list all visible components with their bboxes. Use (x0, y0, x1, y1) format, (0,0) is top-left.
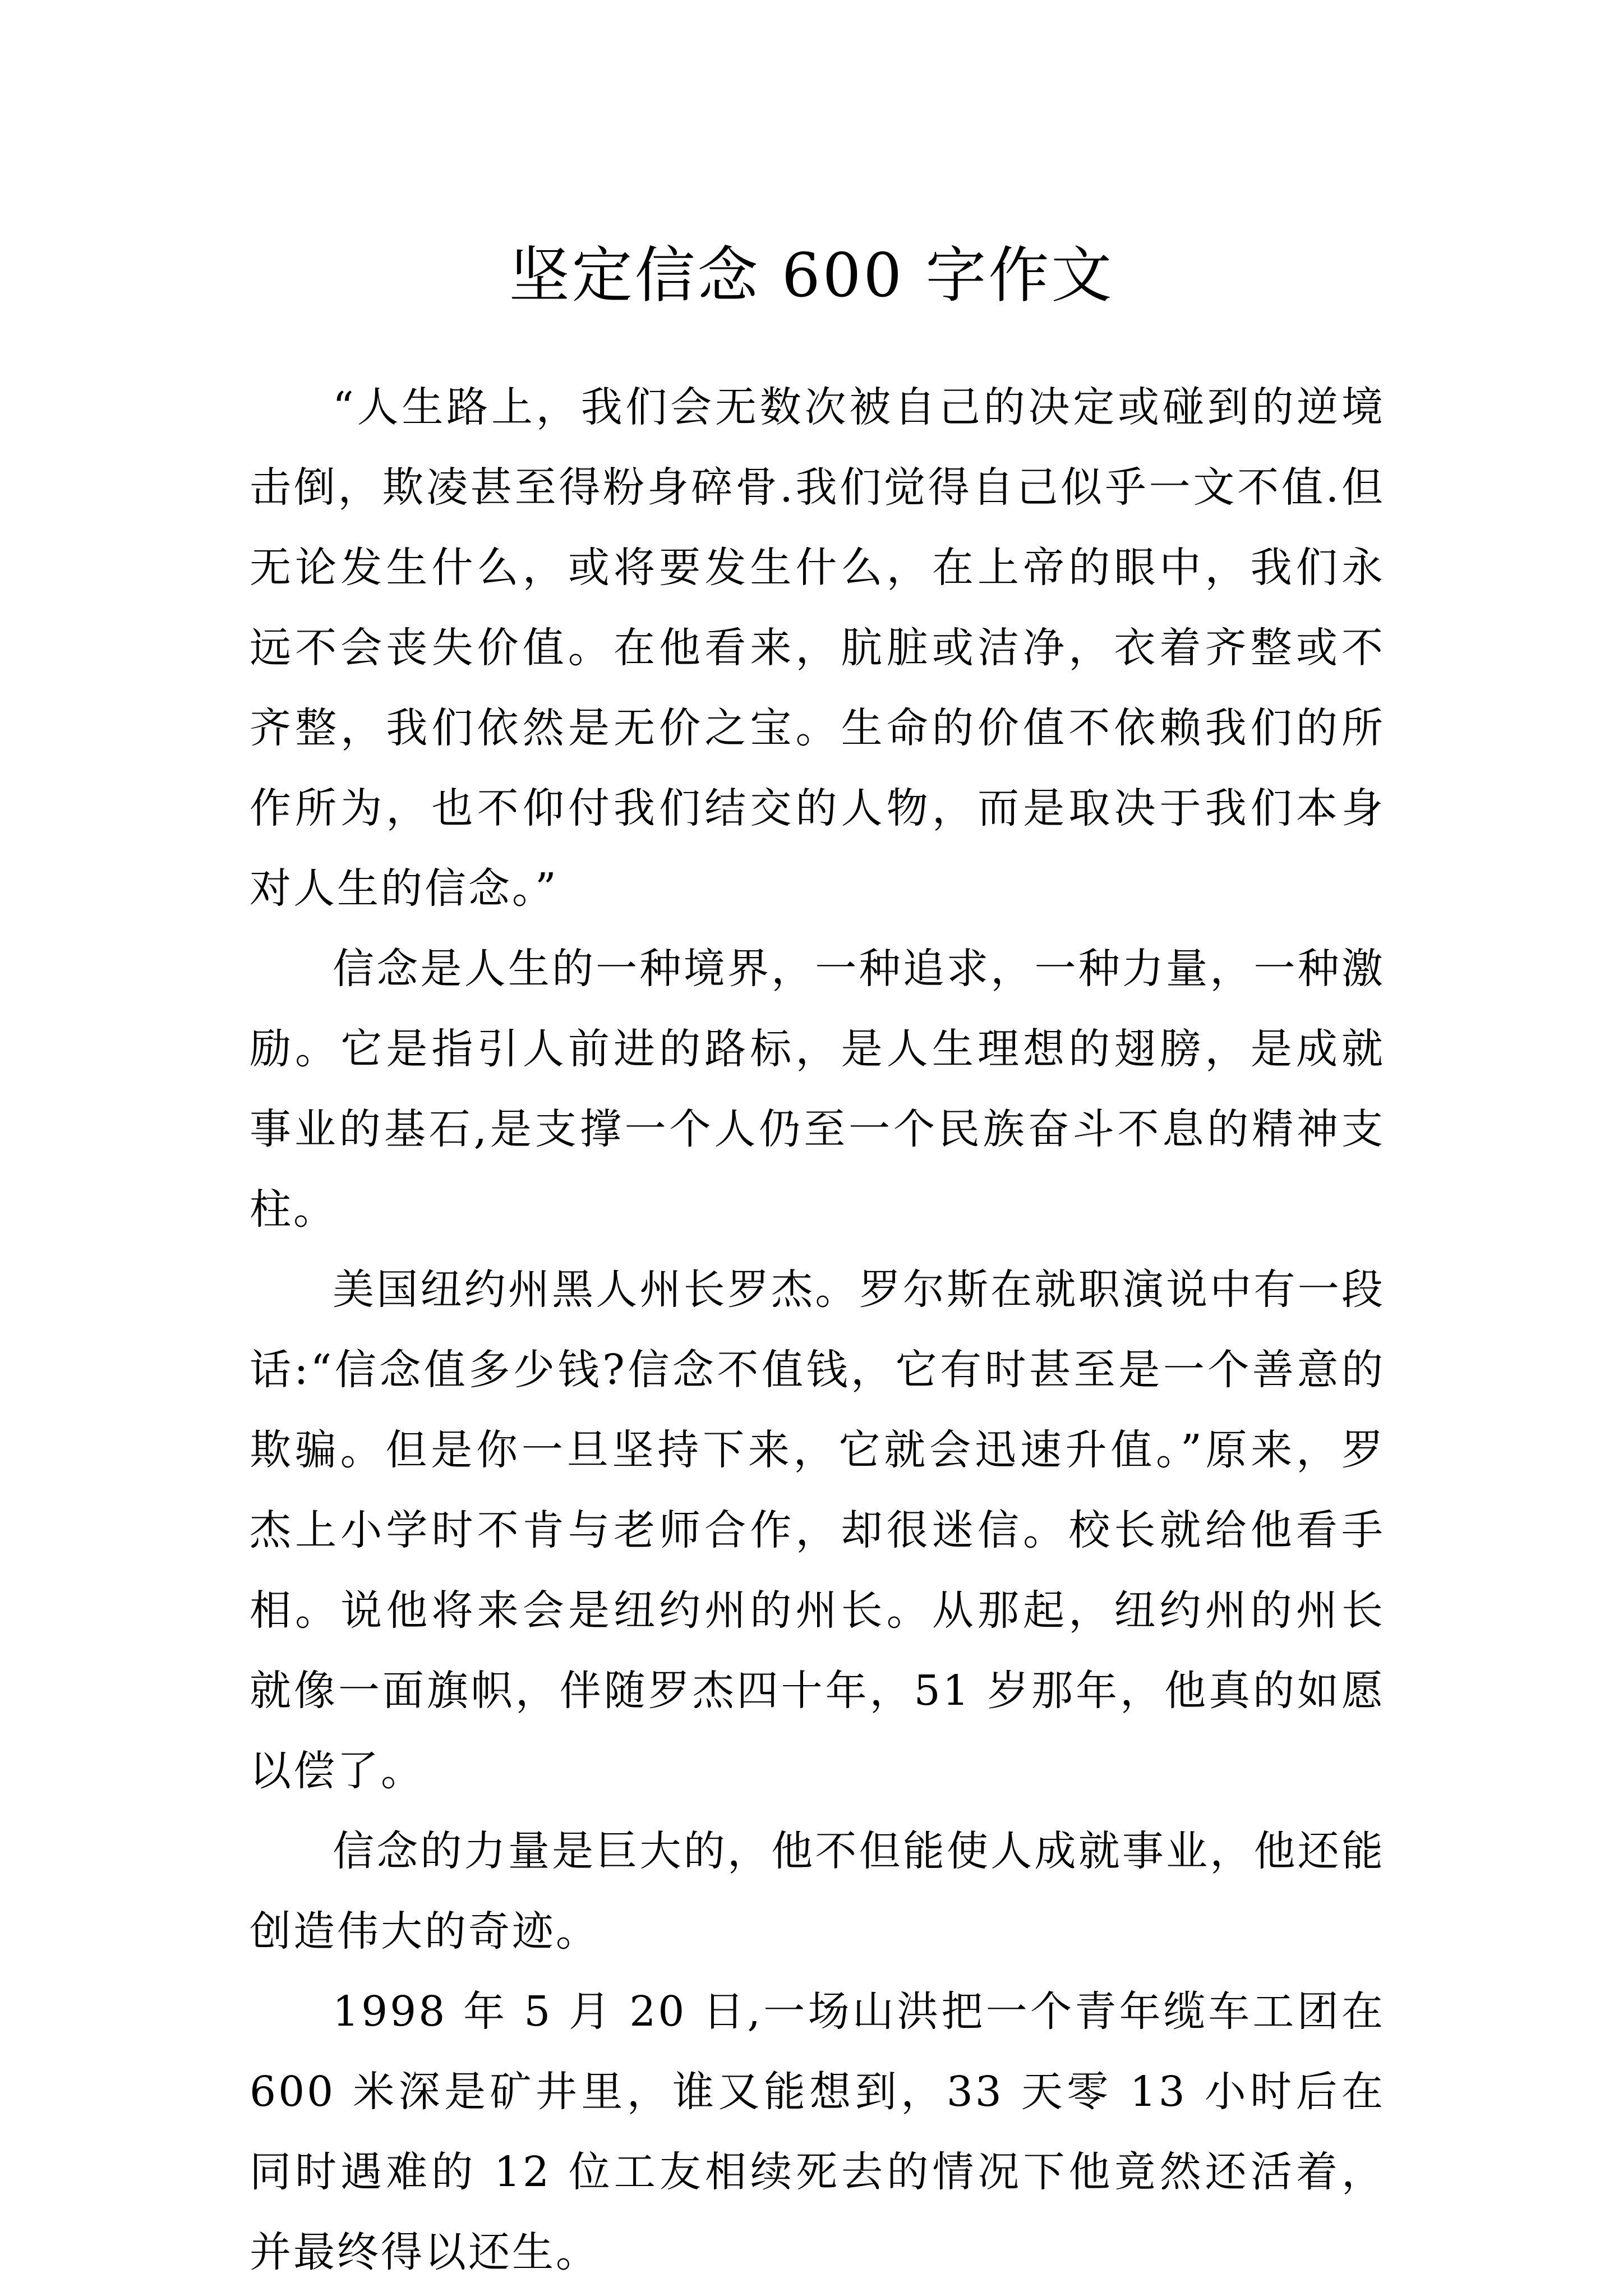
paragraph-3: 美国纽约州黑人州长罗杰。罗尔斯在就职演说中有一段话:“信念值多少钱?信念不值钱，它有时甚至是一个善意的欺骗。但是你一旦坚持下来，它就会迅速升值。”原来，罗杰上小学时不肯与老师合作，却很迷信。校长就给他看手相。说他将来会是纽约州的州长。从那起，纽约州的州长就像一面旗帜，伴随罗杰四十年，51 岁那年，他真的如愿以偿了。 (250, 1266, 1385, 1795)
document-body (250, 367, 1385, 2293)
paragraph-4: 信念的力量是巨大的，他不但能使人成就事业，他还能创造伟大的奇迹。 (250, 1827, 1385, 1955)
document-title: 坚定信念 600 字作文 (509, 241, 1114, 311)
paragraph-5: 1998 年 5 月 20 日,一场山洪把一个青年缆车工团在 600 米深是矿井里，谁又能想到，33 天零 13 小时后在同时遇难的 12 位工友相续死去的情况下他竟然还活着，并最终得以还生。 (250, 1987, 1385, 2276)
paragraph-1: “人生路上，我们会无数次被自己的决定或碰到的逆境击倒，欺凌甚至得粉身碎骨.我们觉得自己似乎一文不值.但无论发生什么，或将要发生什么，在上帝的眼中，我们永远不会丧失价值。在他看来，肮脏或洁净，衣着齐整或不齐整，我们依然是无价之宝。生命的价值不依赖我们的所作所为，也不仰付我们结交的人物，而是取决于我们本身对人生的信念。” (250, 383, 1385, 913)
paragraph-2: 信念是人生的一种境界，一种追求，一种力量，一种激励。它是指引人前进的路标，是人生理想的翅膀，是成就事业的基石,是支撑一个人仍至一个民族奋斗不息的精神支柱。 (250, 945, 1385, 1234)
